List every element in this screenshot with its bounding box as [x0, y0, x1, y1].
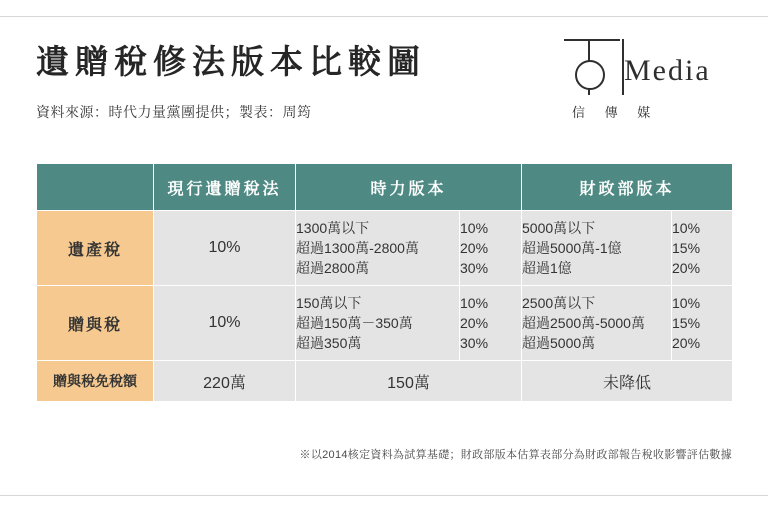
estate-shili-rate-2: 20%	[460, 240, 489, 256]
estate-mof-bracket-2: 超過5000萬-1億	[522, 240, 622, 256]
estate-shili-rate-3: 30%	[460, 260, 489, 276]
estate-mof-bracket-1: 5000萬以下	[522, 220, 596, 236]
gift-shili-rate-2: 20%	[460, 315, 489, 331]
logo-circle-shape	[575, 60, 605, 90]
gift-shili-bracket-3: 超過350萬	[296, 335, 362, 351]
estate-mof-rates	[672, 211, 733, 286]
logo-wordmark: Media	[624, 54, 711, 87]
exemption-shili-value: 150萬	[296, 361, 522, 402]
source-credit: 資料來源：時代力量黨團提供；製表：周筠	[36, 104, 312, 120]
page-title: 遺贈稅修法版本比較圖	[36, 43, 426, 80]
estate-current-rate: 10%	[154, 211, 296, 286]
comparison-table	[36, 163, 733, 402]
logo	[562, 36, 722, 128]
estate-mof-rate-3: 20%	[672, 260, 701, 276]
header-cell-shili-version: 時力版本	[296, 164, 522, 211]
header-cell-current-law: 現行遺贈稅法	[154, 164, 296, 211]
gift-mof-brackets	[522, 286, 672, 361]
gift-mof-bracket-2: 超過2500萬-5000萬	[522, 315, 645, 331]
comparison-table-wrapper	[36, 163, 732, 402]
header-cell-blank	[37, 164, 154, 211]
header-cell-mof-version: 財政部版本	[522, 164, 733, 211]
gift-mof-rate-3: 20%	[672, 335, 701, 351]
bottom-divider	[0, 495, 768, 496]
estate-shili-bracket-2: 超過1300萬-2800萬	[296, 240, 419, 256]
gift-shili-rates	[460, 286, 522, 361]
gift-shili-brackets	[296, 286, 460, 361]
top-divider	[0, 16, 768, 17]
footnote: ※以2014核定資料為試算基礎；財政部版本估算表部分為財政部報告稅收影響評估數據	[299, 449, 732, 461]
gift-shili-rate-3: 30%	[460, 335, 489, 351]
table-row-gift-exemption	[37, 361, 733, 402]
exemption-mof-value: 未降低	[522, 361, 733, 402]
estate-mof-bracket-3: 超過1億	[522, 260, 572, 276]
estate-mof-brackets	[522, 211, 672, 286]
table-row-estate-tax	[37, 211, 733, 286]
estate-shili-rate-1: 10%	[460, 220, 489, 236]
gift-mof-bracket-1: 2500萬以下	[522, 295, 596, 311]
estate-mof-rate-2: 15%	[672, 240, 701, 256]
estate-shili-bracket-1: 1300萬以下	[296, 220, 370, 236]
estate-shili-brackets	[296, 211, 460, 286]
table-header-row	[37, 164, 733, 211]
logo-mark	[562, 36, 722, 98]
exemption-current-value: 220萬	[154, 361, 296, 402]
gift-mof-bracket-3: 超過5000萬	[522, 335, 596, 351]
gift-current-rate: 10%	[154, 286, 296, 361]
row-label-gift-exemption: 贈與稅免稅額	[37, 361, 154, 402]
gift-shili-bracket-2: 超過150萬－350萬	[296, 315, 413, 331]
row-label-estate-tax: 遺產稅	[37, 211, 154, 286]
gift-shili-rate-1: 10%	[460, 295, 489, 311]
logo-subtitle: 信 傳 媒	[572, 105, 659, 120]
row-label-gift-tax: 贈與稅	[37, 286, 154, 361]
logo-bar-shape	[564, 39, 620, 41]
estate-mof-rate-1: 10%	[672, 220, 701, 236]
gift-mof-rate-1: 10%	[672, 295, 701, 311]
estate-shili-rates	[460, 211, 522, 286]
gift-mof-rates	[672, 286, 733, 361]
gift-shili-bracket-1: 150萬以下	[296, 295, 362, 311]
estate-shili-bracket-3: 超過2800萬	[296, 260, 370, 276]
table-row-gift-tax	[37, 286, 733, 361]
gift-mof-rate-2: 15%	[672, 315, 701, 331]
